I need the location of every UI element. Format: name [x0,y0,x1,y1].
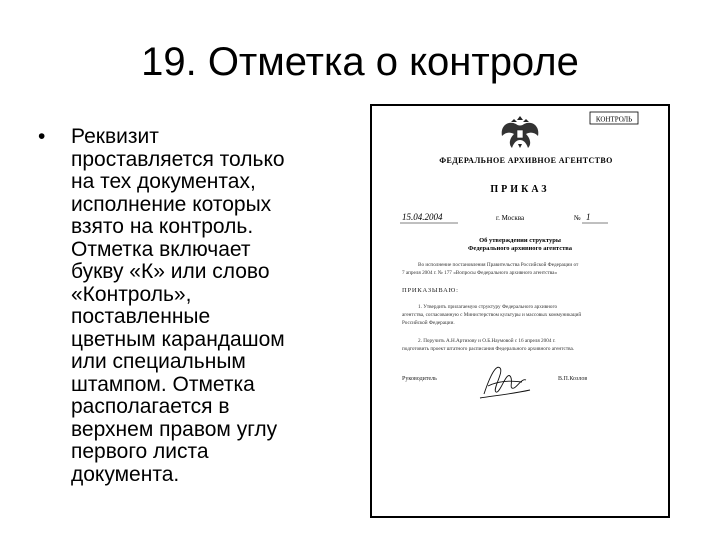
bullet-item [38,126,338,486]
item1-line-3: Российской Федерации. [402,320,455,326]
preamble-line-1: Во исполнение постановления Правительства Российской Федерации от [418,262,579,268]
document-number: 1 [586,212,591,222]
slide-title: 19. Отметка о контроле [141,40,579,84]
document-scan-svg [372,106,668,516]
signer-title: Руководитель [402,376,437,382]
control-stamp-text: КОНТРОЛЬ [595,115,633,124]
signature-icon [480,367,530,398]
state-emblem-icon [502,116,539,148]
subject-line-2: Федерального архивного агентства [467,245,573,252]
subject-line-1: Об утверждении структуры [479,237,561,244]
item1-line-2: агентства, согласованную с Министерством культуры и массовых коммуникаций [402,312,582,318]
bullet-text: Реквизит проставляется только на тех документах, исполнение которых взято на контроль. Отметка включает букву «К» или слово «Контроль», поставленные цветным карандашом или специальным штампом. Отметка располагается в верхнем правом углу первого листа документа. [71,125,285,486]
item2-line-2: подготовить проект штатного расписания Федерального архивного агентства. [402,346,575,352]
item1-line-1: 1. Утвердить прилагаемую структуру Федерального архивного [418,304,558,310]
agency-name: ФЕДЕРАЛЬНОЕ АРХИВНОЕ АГЕНТСТВО [439,156,613,165]
bullet-marker: • [38,125,46,148]
document-city: г. Москва [496,214,525,222]
document-type: ПРИКАЗ [490,184,550,195]
preamble-line-2: 7 апреля 2004 г. № 177 «Вопросы Федерального архивного агентства» [402,270,558,276]
document-scan-image [370,104,670,518]
number-prefix: № [574,214,581,222]
signer-name: В.П.Козлов [558,376,588,382]
document-date: 15.04.2004 [402,212,443,222]
item2-line-1: 2. Поручить А.Н.Артизову и О.Б.Наумовой с 16 апреля 2004 г. [418,338,556,344]
order-word: ПРИКАЗЫВАЮ: [402,287,459,294]
